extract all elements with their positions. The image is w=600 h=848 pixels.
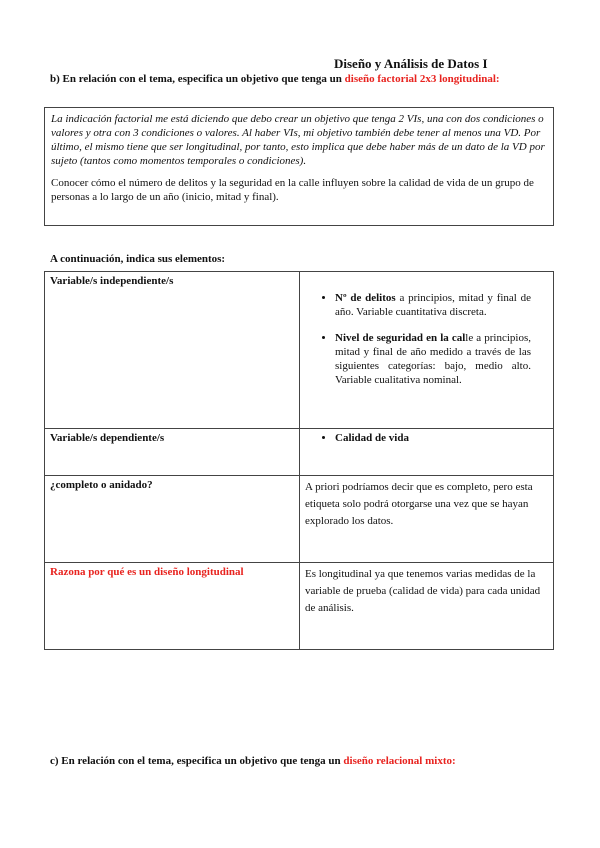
table-row [45, 476, 554, 563]
elements-table [44, 271, 554, 650]
vi-label: Variable/s independiente/s [45, 272, 300, 429]
page-title: Diseño y Análisis de Datos I [334, 56, 488, 71]
table-row [45, 272, 554, 429]
reason-label: Razona por qué es un diseño longitudinal [45, 563, 300, 650]
vd-item: • Calidad de vida [335, 432, 548, 444]
list-item [335, 291, 531, 319]
elements-heading: A continuación, indica sus elementos: [50, 253, 226, 265]
vi-item-1-bold: Nº de delitos [335, 292, 396, 304]
answer-box [44, 107, 554, 226]
vi-item-1-text: a principios, mitad y final de año. Variable cuantitativa discreta. [335, 292, 531, 318]
complete-label: ¿completo o anidado? [45, 476, 300, 563]
question-c-text: c) En relación con el tema, especifica un objetivo que tenga un [50, 755, 344, 767]
vi-list [305, 291, 531, 387]
question-c [50, 755, 456, 767]
table-row [45, 563, 554, 650]
complete-text: A priori podríamos decir que es completo, pero esta etiqueta solo podrá otorgarse una vez que se hayan explorado los datos. [300, 476, 554, 563]
vi-item-2-text: le a principios, mitad y final de año medido a través de las siguientes categorías: bajo, medio alto. Variable cualitativa nominal. [335, 332, 531, 386]
question-b-highlight: diseño factorial 2x3 longitudinal: [344, 73, 500, 85]
vd-cell [300, 429, 554, 476]
vd-list [305, 432, 548, 444]
vd-label: Variable/s dependiente/s [45, 429, 300, 476]
question-b [50, 72, 550, 87]
vi-item-2-bold: Nivel de seguridad en la cal [335, 332, 466, 344]
reason-text: Es longitudinal ya que tenemos varias medidas de la variable de prueba (calidad de vida) para cada unidad de análisis. [300, 563, 554, 650]
factorial-note: La indicación factorial me está diciendo que debo crear un objetivo que tenga 2 VIs, una con dos condiciones o valores y otra con 3 condiciones o valores. Al haber VIs, mi objetivo también debe tener al menos una VD. Por último, el mismo tiene que ser longitudinal, por tanto, esto implica que debe haber más de un dato de la VD por sujeto (tantos como momentos temporales o condiciones). [51, 113, 545, 167]
table-row [45, 429, 554, 476]
question-c-highlight: diseño relacional mixto: [343, 755, 456, 767]
list-item [335, 331, 531, 387]
question-b-text: b) En relación con el tema, especifica un objetivo que tenga un [50, 73, 345, 85]
vi-cell [300, 272, 554, 429]
objective-text: Conocer cómo el número de delitos y la seguridad en la calle influyen sobre la calidad de vida de un grupo de personas a lo largo de un año (inicio, mitad y final). [51, 177, 534, 203]
